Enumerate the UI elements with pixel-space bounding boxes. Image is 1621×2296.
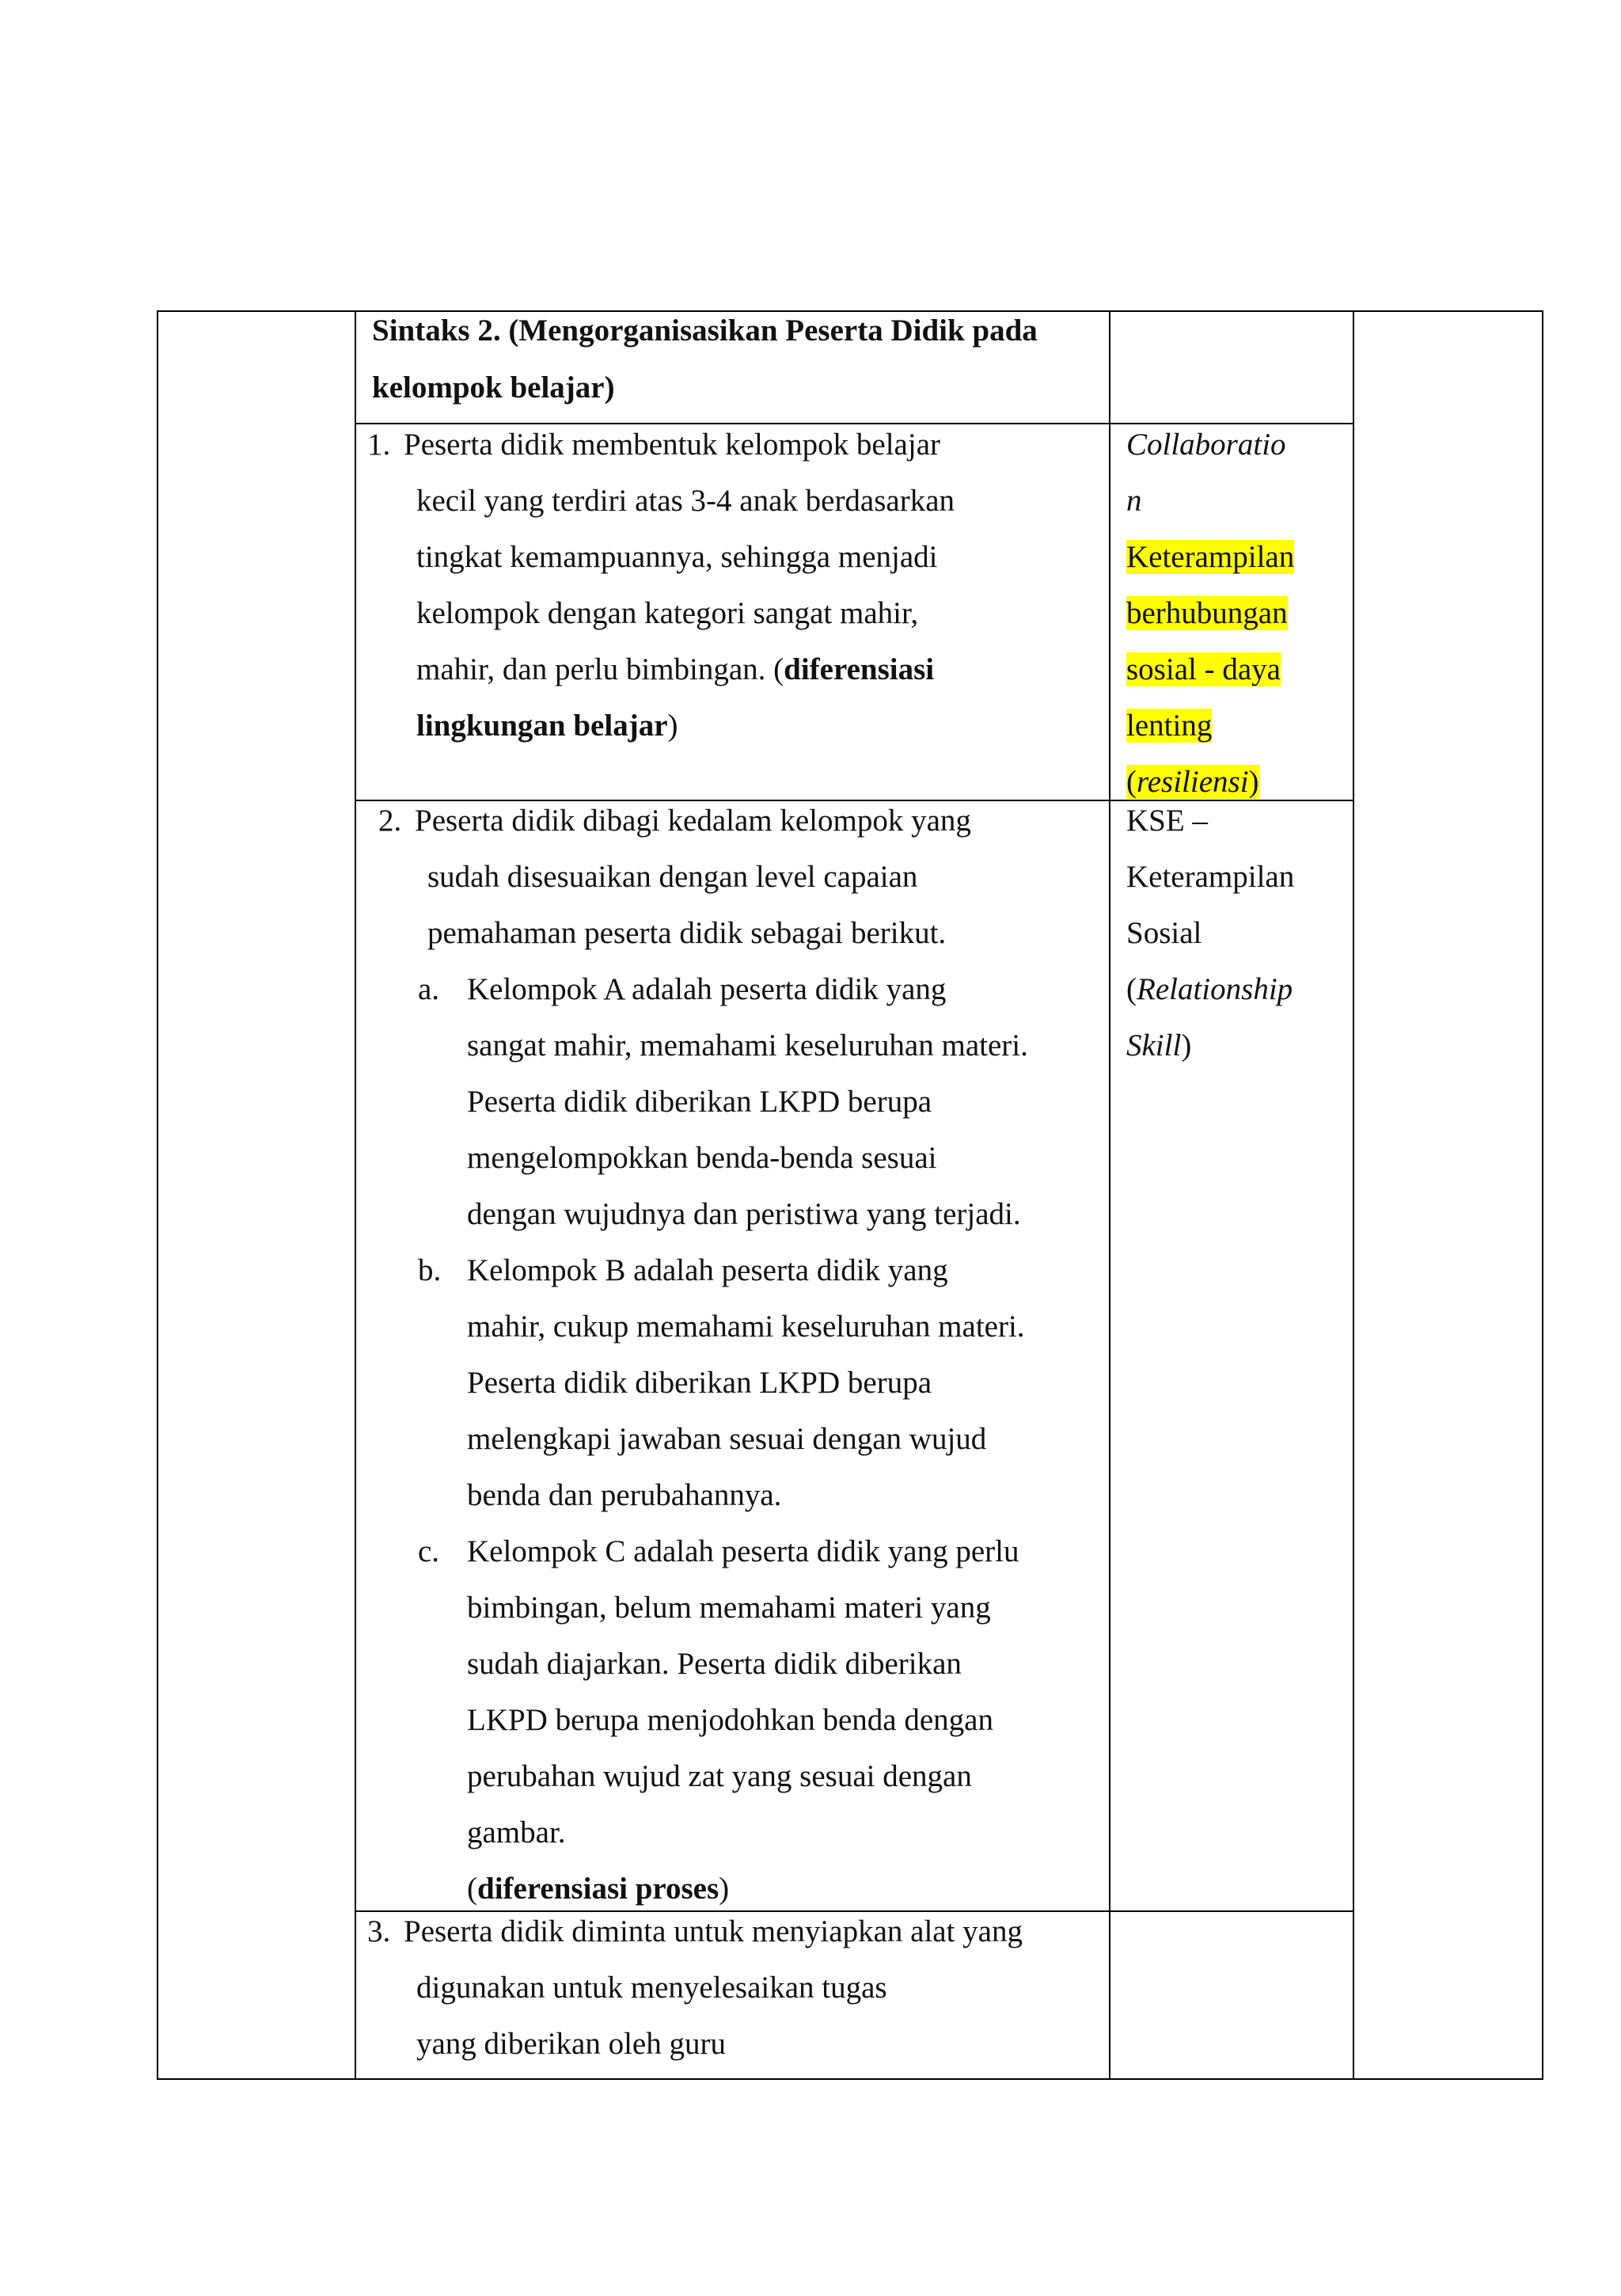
row2-note-line2: Keterampilan	[1126, 860, 1295, 894]
item-c-line3: sudah diajarkan. Peserta didik diberikan	[467, 1647, 962, 1681]
item-c-line5: perubahan wujud zat yang sesuai dengan	[467, 1759, 972, 1793]
row3-line1: Peserta didik diminta untuk menyiapkan alat yang	[404, 1914, 1023, 1948]
row1-line6-text: )	[667, 709, 678, 743]
row2-intro-line1: Peserta didik dibagi kedalam kelompok yang	[415, 804, 971, 838]
highlight-keterampilan: Keterampilan	[1126, 540, 1295, 574]
item-b-line2: mahir, cukup memahami keseluruhan materi.	[467, 1310, 1025, 1344]
resiliensi-open: (	[1126, 765, 1137, 799]
item-c-line4: LKPD berupa menjodohkan benda dengan	[467, 1703, 993, 1737]
row1-note-hl3	[1126, 641, 1281, 698]
row1-line1: Peserta didik membentuk kelompok belajar	[404, 428, 940, 462]
highlight-lenting: lenting	[1126, 709, 1213, 743]
row1-line4: kelompok dengan kategori sangat mahir,	[416, 596, 919, 630]
item-c-marker: c.	[418, 1534, 440, 1568]
sintaks-title-line1: Sintaks 2. (Mengorganisasikan Peserta Didik pada	[372, 314, 1038, 348]
row1-line2: kecil yang terdiri atas 3-4 anak berdasarkan	[416, 484, 955, 518]
relationship-open: (	[1126, 972, 1137, 1006]
item-a-line3: Peserta didik diberikan LKPD berupa	[467, 1085, 932, 1119]
item-a-line1: Kelompok A adalah peserta didik yang	[467, 972, 947, 1006]
column-divider-3	[1353, 310, 1354, 2080]
table-border-right	[1542, 310, 1543, 2080]
item-c-line2: bimbingan, belum memahami materi yang	[467, 1591, 991, 1625]
item-b-line1: Kelompok B adalah peserta didik yang	[467, 1253, 948, 1287]
row2-number: 2.	[378, 804, 402, 838]
item-a-line4: mengelompokkan benda-benda sesuai	[467, 1141, 937, 1175]
sintaks-title-line2: kelompok belajar)	[372, 371, 615, 405]
row1-line5	[416, 641, 934, 698]
row2-note-line4	[1126, 961, 1293, 1018]
row1-note-hl1	[1126, 529, 1294, 586]
item-a-line2: sangat mahir, memahami keseluruhan materi.	[467, 1028, 1028, 1062]
item-b-line5: benda dan perubahannya.	[467, 1478, 782, 1512]
table-border-left	[157, 310, 158, 2080]
item-c-line6: gambar.	[467, 1815, 566, 1849]
item-b-line3: Peserta didik diberikan LKPD berupa	[467, 1366, 932, 1400]
row2-note-line3: Sosial	[1126, 916, 1202, 950]
table-border-bottom	[157, 2078, 1543, 2080]
row1-note-hl4	[1126, 698, 1212, 755]
relationship-italic: Relationship	[1137, 972, 1293, 1006]
column-divider-1	[355, 310, 356, 2080]
row2-intro-line2: sudah disesuaikan dengan level capaian	[427, 860, 918, 894]
item-a-marker: a.	[418, 972, 440, 1006]
row1-line3: tingkat kemampuannya, sehingga menjadi	[416, 540, 938, 574]
highlight-berhubungan: berhubungan	[1126, 596, 1288, 630]
item-a-line5: dengan wujudnya dan peristiwa yang terjadi.	[467, 1197, 1021, 1231]
row1-line6	[416, 698, 678, 755]
row3-number: 3.	[367, 1914, 391, 1948]
resiliensi-italic: resiliensi	[1137, 765, 1249, 799]
row1-line5-bold: diferensiasi	[784, 652, 935, 686]
row1-note-collaboration-1: Collaboratio	[1126, 428, 1286, 462]
item-b-marker: b.	[418, 1253, 442, 1287]
row2-intro-line3: pemahaman peserta didik sebagai berikut.	[427, 916, 947, 950]
row1-number: 1.	[367, 428, 391, 462]
resiliensi-close: )	[1248, 765, 1259, 799]
row1-note-collaboration-2: n	[1126, 484, 1142, 518]
row2-note-line1: KSE –	[1126, 804, 1208, 838]
row2-note-line5	[1126, 1017, 1191, 1074]
column-divider-2	[1109, 310, 1110, 2080]
closing-close: )	[719, 1872, 730, 1906]
row1-line6-bold: lingkungan belajar	[416, 709, 668, 743]
row3-line2: digunakan untuk menyelesaikan tugas	[416, 1971, 887, 2005]
closing-open: (	[467, 1872, 477, 1906]
closing-bold: diferensiasi proses	[477, 1872, 719, 1906]
skill-italic: Skill	[1126, 1028, 1182, 1062]
row3-line3: yang diberikan oleh guru	[416, 2027, 726, 2061]
highlight-sosial-daya: sosial - daya	[1126, 652, 1281, 686]
item-b-line4: melengkapi jawaban sesuai dengan wujud	[467, 1422, 987, 1456]
item-c-line1: Kelompok C adalah peserta didik yang perlu	[467, 1534, 1019, 1568]
row1-line5-text: mahir, dan perlu bimbingan. (	[416, 652, 784, 686]
skill-close: )	[1181, 1028, 1192, 1062]
row1-note-hl2	[1126, 585, 1288, 642]
